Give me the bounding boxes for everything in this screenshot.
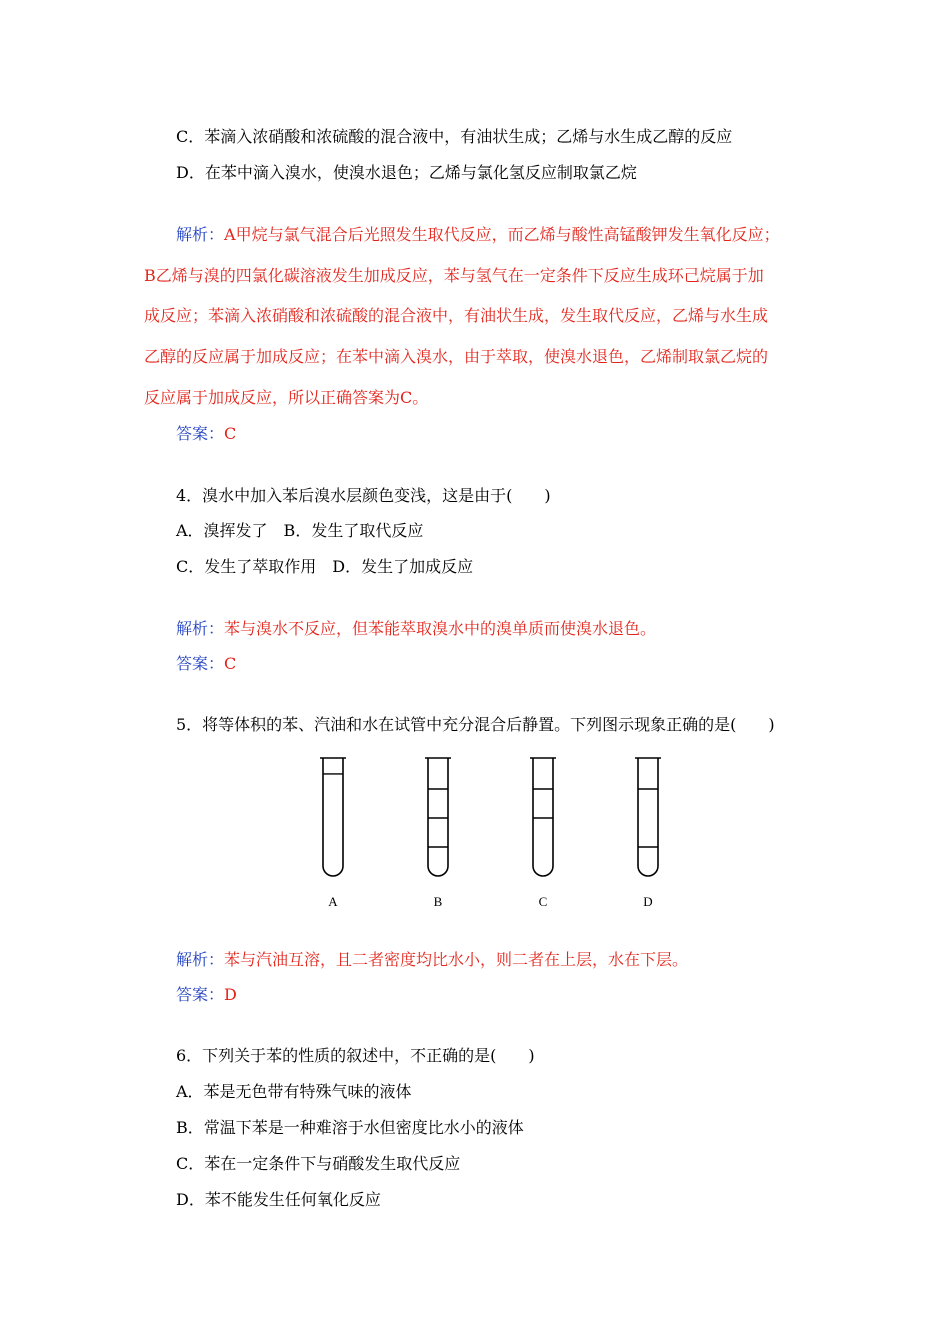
test-tube-d xyxy=(635,758,661,909)
tube-body xyxy=(323,758,343,876)
tube-label: B xyxy=(433,894,443,909)
test-tube-c xyxy=(530,758,556,909)
q4-stem: 4．溴水中加入苯后溴水层颜色变浅，这是由于( ) xyxy=(176,486,551,505)
q6-option-a: A．苯是无色带有特殊气味的液体 xyxy=(176,1082,412,1101)
tube-body xyxy=(638,758,658,876)
q3-answer xyxy=(176,424,236,444)
q6-option-d: D．苯不能发生任何氧化反应 xyxy=(176,1190,381,1209)
tube-label: C xyxy=(538,894,548,909)
answer-value: C xyxy=(224,654,237,673)
tube-body xyxy=(533,758,553,876)
tube-label: D xyxy=(643,894,653,909)
q4-options-ab: A．溴挥发了 B．发生了取代反应 xyxy=(176,521,424,540)
q6-option-b: B．常温下苯是一种难溶于水但密度比水小的液体 xyxy=(176,1118,524,1137)
tube-label: A xyxy=(328,894,338,909)
q4-explanation xyxy=(176,619,656,639)
q3-explanation-line-4: 乙醇的反应属于加成反应；在苯中滴入溴水，由于萃取，使溴水退色，乙烯制取氯乙烷的 xyxy=(144,347,769,366)
q5-explanation xyxy=(176,950,688,970)
answer-value: D xyxy=(224,985,237,1004)
tube-body xyxy=(428,758,448,876)
answer-label: 答案： xyxy=(176,654,225,673)
q5-answer xyxy=(176,985,237,1005)
q5-stem: 5．将等体积的苯、汽油和水在试管中充分混合后静置。下列图示现象正确的是( ) xyxy=(176,715,775,734)
q4-options-cd: C．发生了萃取作用 D．发生了加成反应 xyxy=(176,557,474,576)
explanation-text: A甲烷与氯气混合后光照发生取代反应，而乙烯与酸性高锰酸钾发生氧化反应； xyxy=(224,225,780,244)
answer-label: 答案： xyxy=(176,985,225,1004)
q6-stem: 6．下列关于苯的性质的叙述中，不正确的是( ) xyxy=(176,1046,535,1065)
q3-option-d: D．在苯中滴入溴水，使溴水退色；乙烯与氯化氢反应制取氯乙烷 xyxy=(176,163,637,182)
explanation-label: 解析： xyxy=(176,950,225,969)
test-tube-a xyxy=(320,758,346,909)
answer-value: C xyxy=(224,424,237,443)
q3-explanation-line-3: 成反应；苯滴入浓硝酸和浓硫酸的混合液中，有油状生成，发生取代反应，乙烯与水生成 xyxy=(144,306,769,325)
explanation-text: 苯与汽油互溶，且二者密度均比水小，则二者在上层，水在下层。 xyxy=(224,950,689,969)
explanation-label: 解析： xyxy=(176,619,225,638)
answer-label: 答案： xyxy=(176,424,225,443)
q3-explanation-line-1 xyxy=(176,225,780,245)
explanation-label: 解析： xyxy=(176,225,225,244)
q3-option-c: C．苯滴入浓硝酸和浓硫酸的混合液中，有油状生成；乙烯与水生成乙醇的反应 xyxy=(176,127,733,146)
explanation-text: 苯与溴水不反应，但苯能萃取溴水中的溴单质而使溴水退色。 xyxy=(224,619,657,638)
q6-option-c: C．苯在一定条件下与硝酸发生取代反应 xyxy=(176,1154,461,1173)
q4-answer xyxy=(176,654,236,674)
q3-explanation-line-5: 反应属于加成反应，所以正确答案为C。 xyxy=(144,388,429,407)
test-tube-b xyxy=(425,758,451,909)
test-tubes-figure xyxy=(300,748,700,918)
q3-explanation-line-2: B乙烯与溴的四氯化碳溶液发生加成反应，苯与氢气在一定条件下反应生成环己烷属于加 xyxy=(144,266,764,285)
